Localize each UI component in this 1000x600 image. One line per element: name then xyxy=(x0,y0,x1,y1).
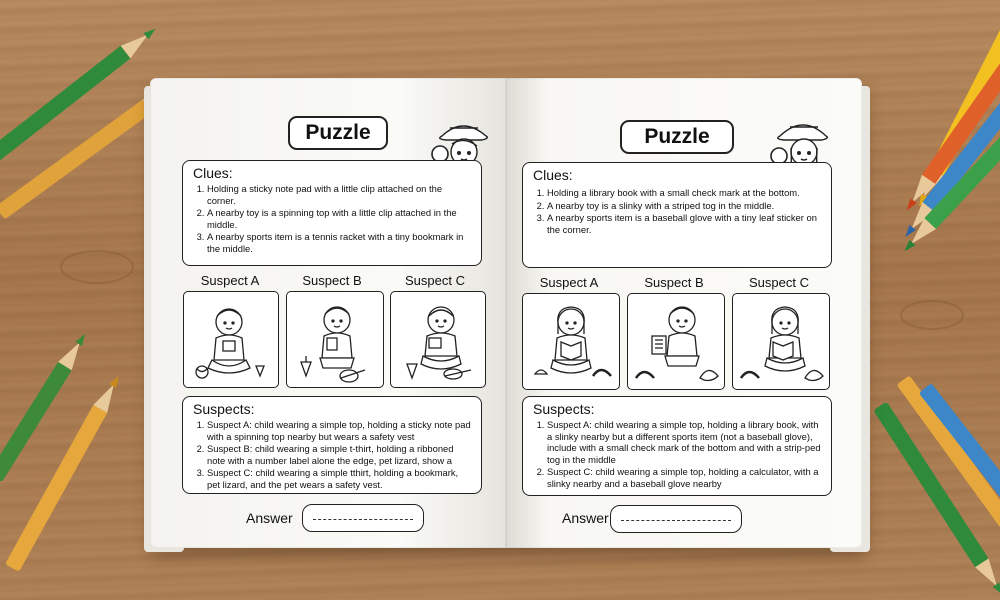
suspect-b-picture xyxy=(286,291,384,388)
suspect-c-picture xyxy=(732,293,830,390)
suspects-heading: Suspects: xyxy=(193,401,255,417)
suspect-description: 3. Suspect C: child wearing a simple tthirt, holding a bookmark, pet lizard, and the pet wears a safety vest. xyxy=(207,467,473,490)
open-book xyxy=(148,78,864,548)
green-pencil xyxy=(0,22,160,164)
answer-label: Answer xyxy=(246,510,293,526)
child-drawing xyxy=(628,294,724,389)
suspect-description: 2. Suspect B: child wearing a simple t-thirt, holding a ribboned note with a number label alone the edge, pet lizard, show a xyxy=(207,443,473,466)
suspect-c-label: Suspect C xyxy=(749,275,809,290)
suspects-heading: Suspects: xyxy=(533,401,595,417)
suspect-b-picture xyxy=(627,293,725,390)
clues-box xyxy=(182,160,482,266)
suspect-c-picture xyxy=(390,291,486,388)
suspect-b-label: Suspect B xyxy=(302,273,362,288)
clue-item: 3. A nearby sports item is a tennis racket with a tiny bookmark in the middle. xyxy=(207,231,473,254)
right-page xyxy=(506,78,862,548)
suspect-a-label: Suspect A xyxy=(200,273,260,288)
child-drawing xyxy=(184,292,278,387)
clues-heading: Clues: xyxy=(533,167,573,183)
clue-item: 1. Holding a sticky note pad with a little clip attached on the corner. xyxy=(207,183,473,206)
answer-field[interactable] xyxy=(610,505,742,533)
suspects-box xyxy=(522,396,832,496)
clue-item: 3. A nearby sports item is a baseball glove with a tiny leaf sticker on the corner. xyxy=(547,212,823,235)
clue-item: 2. A nearby toy is a slinky with a striped tog in the middle. xyxy=(547,200,823,212)
child-drawing xyxy=(523,294,619,389)
clues-box xyxy=(522,162,832,268)
clue-item: 1. Holding a library book with a small check mark at the bottom. xyxy=(547,187,823,199)
clues-heading: Clues: xyxy=(193,165,233,181)
child-drawing xyxy=(733,294,829,389)
suspects-box xyxy=(182,396,482,494)
page-title: Puzzle xyxy=(288,116,388,150)
suspect-a-label: Suspect A xyxy=(539,275,599,290)
clue-item: 2. A nearby toy is a spinning top with a little clip attached in the middle. xyxy=(207,207,473,230)
suspect-a-picture xyxy=(183,291,279,388)
page-title: Puzzle xyxy=(620,120,734,154)
child-drawing xyxy=(391,292,485,387)
suspect-description: 2. Suspect C: child wearing a simple top, holding a calculator, with a slinky nearby and a baseball glove nearby xyxy=(547,466,823,489)
wood-knot xyxy=(60,250,134,284)
answer-label: Answer xyxy=(562,510,609,526)
suspect-a-picture xyxy=(522,293,620,390)
left-page xyxy=(150,78,506,548)
child-drawing xyxy=(287,292,383,387)
suspect-b-label: Suspect B xyxy=(644,275,704,290)
wood-knot xyxy=(900,300,964,330)
suspect-description: 1. Suspect A: child wearing a simple top, holding a library book, with a slinky nearby but a different sports item (not a baseball glove), include with a small check mark of the bottom and with a strip-ped tog in the middle xyxy=(547,419,823,465)
answer-field[interactable] xyxy=(302,504,424,532)
answer-dashed-line xyxy=(313,519,413,520)
answer-dashed-line xyxy=(621,520,731,521)
orange-pencil xyxy=(5,372,126,572)
suspect-c-label: Suspect C xyxy=(405,273,465,288)
suspect-description: 1. Suspect A: child wearing a simple top, holding a sticky note pad with a spinning top nearby but wears a safety vest xyxy=(207,419,473,442)
